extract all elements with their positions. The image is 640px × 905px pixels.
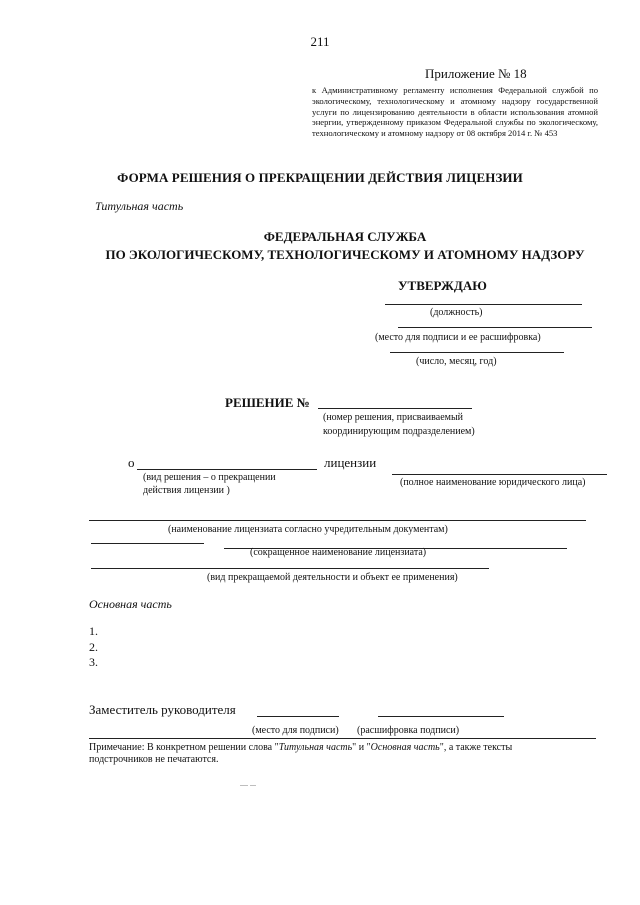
list-item-1: 1. xyxy=(89,624,98,638)
caption-decision-type-1: (вид решения – о прекращении xyxy=(143,472,276,483)
agency-name-line1: ФЕДЕРАЛЬНАЯ СЛУЖБА xyxy=(263,229,427,244)
list-item-3: 3. xyxy=(89,655,98,669)
caption-licensee-name: (наименование лицензиата согласно учредительным документам) xyxy=(168,524,448,535)
note-middle: " и " xyxy=(352,742,371,753)
license-word: лицензии xyxy=(324,455,377,470)
licensee-name-line xyxy=(89,520,586,521)
legal-name-line xyxy=(392,474,607,475)
signatory-title: Заместитель руководителя xyxy=(89,702,236,717)
caption-decision-number-2: координирующим подразделением) xyxy=(323,426,475,437)
decision-type-line xyxy=(137,469,317,470)
note-line-2: подстрочников не печатаются. xyxy=(89,754,219,765)
appendix-title: Приложение № 18 xyxy=(425,66,527,81)
caption-legal-name: (полное наименование юридического лица) xyxy=(400,477,586,488)
approve-heading: УТВЕРЖДАЮ xyxy=(398,278,487,293)
caption-activity: (вид прекращаемой деятельности и объект ее применения) xyxy=(207,572,458,583)
caption-sign-decode: (расшифровка подписи) xyxy=(357,725,460,736)
list-item-2: 2. xyxy=(89,640,98,654)
main-part-label: Основная часть xyxy=(89,597,172,611)
date-line xyxy=(390,352,564,353)
footer-mark: .... ... xyxy=(240,779,256,788)
signature-line xyxy=(398,327,592,328)
appendix-text: к Административному регламенту исполнения Федеральной службой по экологическому, технологическому и атомному надзору государственной услуги по лицензированию деятельности в области использования атомной энергии, утвержденному приказом Федеральной службы по экологическому, технологическому и атомному надзору от 08 октября 2014 г. № 453 xyxy=(312,85,598,139)
position-line xyxy=(385,304,582,305)
activity-line xyxy=(91,568,489,569)
short-name-line-a xyxy=(91,543,204,544)
note-suffix: ", а также тексты xyxy=(439,742,513,753)
caption-decision-type-2: действия лицензии ) xyxy=(143,485,230,496)
about-prefix: о xyxy=(128,455,135,470)
note-prefix: Примечание: В конкретном решении слова " xyxy=(89,742,279,753)
agency-name-line2: ПО ЭКОЛОГИЧЕСКОМУ, ТЕХНОЛОГИЧЕСКОМУ И АТОМНОМУ НАДЗОРУ xyxy=(105,247,585,262)
caption-date: (число, месяц, год) xyxy=(416,356,497,367)
sign-place-line xyxy=(257,716,339,717)
note-term-title-part: Титульная часть xyxy=(278,742,353,753)
caption-decision-number-1: (номер решения, присваиваемый xyxy=(323,412,464,423)
title-part-label: Титульная часть xyxy=(95,199,184,213)
form-title: ФОРМА РЕШЕНИЯ О ПРЕКРАЩЕНИИ ДЕЙСТВИЯ ЛИЦЕНЗИИ xyxy=(117,170,523,185)
decision-number-label: РЕШЕНИЕ № xyxy=(225,395,310,410)
sign-decode-line xyxy=(378,716,504,717)
page-number: 211 xyxy=(310,34,330,49)
caption-short-name: (сокращенное наименование лицензиата) xyxy=(250,547,427,558)
decision-number-line xyxy=(318,408,472,409)
caption-signature: (место для подписи и ее расшифровка) xyxy=(375,332,541,343)
caption-sign-place: (место для подписи) xyxy=(252,725,339,736)
caption-position: (должность) xyxy=(430,307,483,318)
note-separator xyxy=(89,738,596,739)
note-line-1 xyxy=(89,742,512,753)
note-term-main-part: Основная часть xyxy=(370,742,440,753)
